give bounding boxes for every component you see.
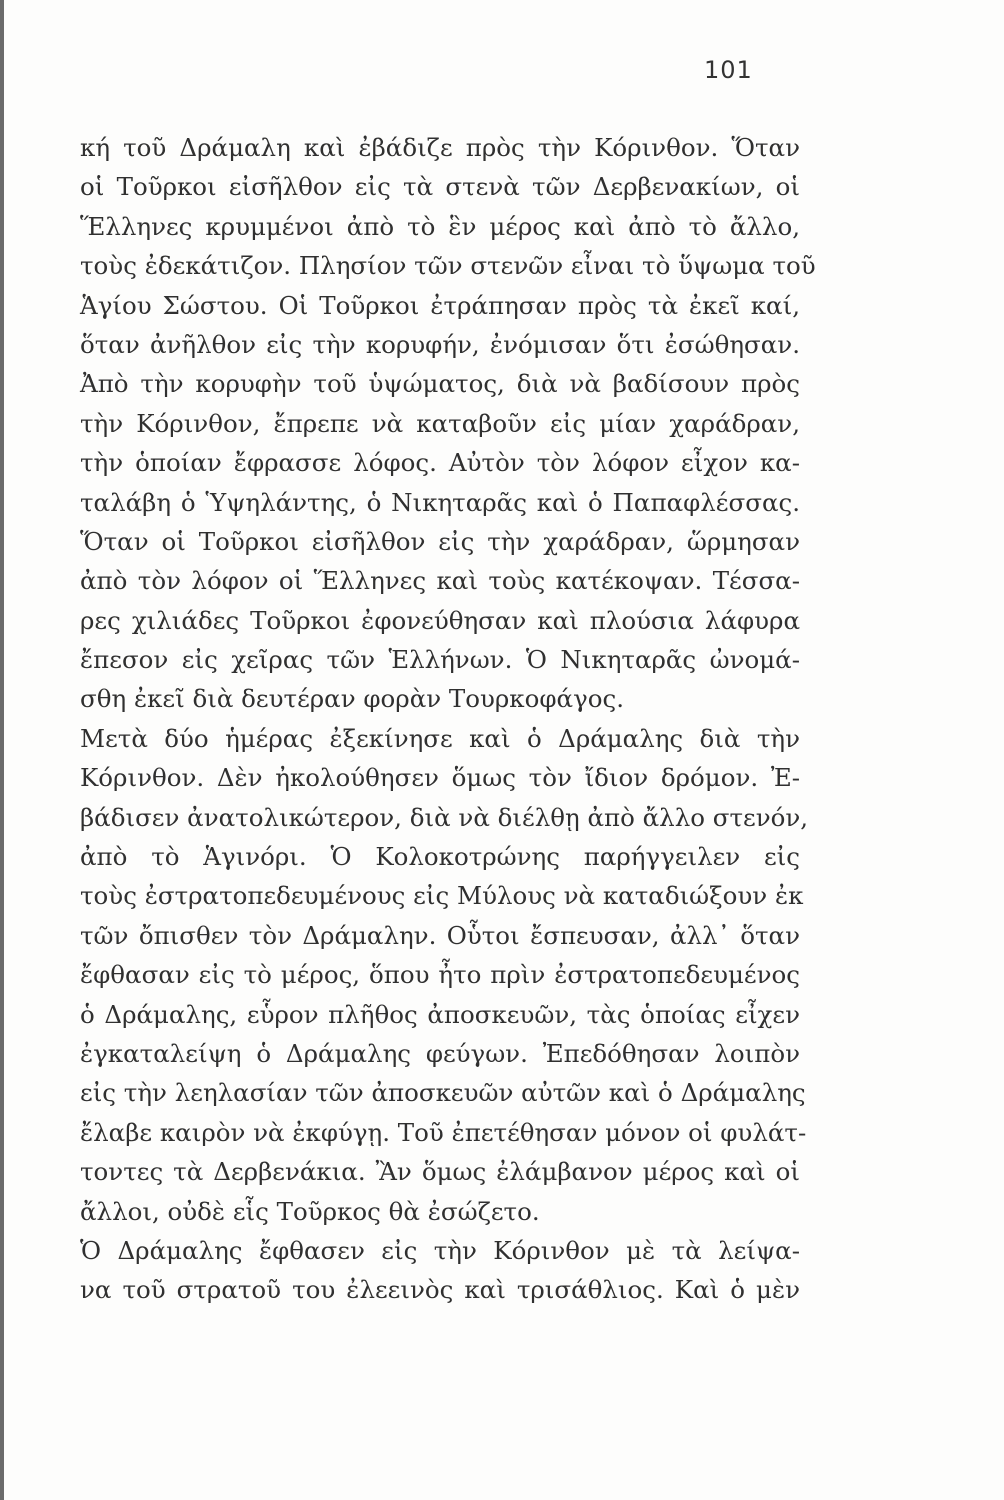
text-line: ἔπεσον εἰς χεῖρας τῶν Ἑλλήνων. Ὁ Νικηταρᾶς ὠνομά- (80, 645, 800, 675)
text-line: εἰς τὴν λεηλασίαν τῶν ἀποσκευῶν αὐτῶν καὶ ὁ Δράμαλης (80, 1078, 806, 1108)
text-line: βάδισεν ἀνατολικώτερον, διὰ νὰ διέλθῃ ἀπὸ ἄλλο στενόν, (80, 802, 809, 832)
text-line: ἔφθασαν εἰς τὸ μέρος, ὅπου ἦτο πρὶν ἐστρατοπεδευμένος (80, 960, 800, 990)
text-line: Ἁγίου Σώστου. Οἱ Τοῦρκοι ἐτράπησαν πρὸς τὰ ἐκεῖ καί, (80, 290, 800, 320)
text-line: τοὺς ἐδεκάτιζον. Πλησίον τῶν στενῶν εἶναι τὸ ὕψωμα τοῦ (80, 251, 816, 281)
text-line: οἱ Τοῦρκοι εἰσῆλθον εἰς τὰ στενὰ τῶν Δερβενακίων, οἱ (80, 172, 800, 202)
text-line: ρες χιλιάδες Τοῦρκοι ἐφονεύθησαν καὶ πλούσια λάφυρα (80, 605, 800, 635)
text-line: ἄλλοι, οὐδὲ εἷς Τοῦρκος θὰ ἐσώζετο. (80, 1196, 540, 1226)
text-line: ἀπὸ τὸ Ἁγινόρι. Ὁ Κολοκοτρώνης παρήγγειλεν εἰς (80, 842, 800, 872)
text-line: Ἕλληνες κρυμμένοι ἀπὸ τὸ ἓν μέρος καὶ ἀπὸ τὸ ἄλλο, (80, 211, 800, 241)
text-line: τὴν ὁποίαν ἔφρασσε λόφος. Αὐτὸν τὸν λόφον εἶχον κα- (80, 448, 800, 478)
text-line: ὁ Δράμαλης, εὗρον πλῆθος ἀποσκευῶν, τὰς ὁποίας εἶχεν (80, 999, 800, 1029)
text-line: τὴν Κόρινθον, ἔπρεπε νὰ καταβοῦν εἰς μίαν χαράδραν, (80, 408, 800, 438)
body-text (80, 128, 816, 1310)
text-line: Κόρινθον. Δὲν ἠκολούθησεν ὅμως τὸν ἴδιον δρόμον. Ἐ- (80, 763, 800, 793)
text-line: σθη ἐκεῖ διὰ δευτέραν φορὰν Τουρκοφάγος. (80, 684, 624, 714)
text-line: Ὅταν οἱ Τοῦρκοι εἰσῆλθον εἰς τὴν χαράδραν, ὥρμησαν (80, 526, 800, 556)
text-line: ἐγκαταλείψη ὁ Δράμαλης φεύγων. Ἐπεδόθησαν λοιπὸν (80, 1038, 800, 1068)
text-line: τοὺς ἐστρατοπεδευμένους εἰς Μύλους νὰ καταδιώξουν ἐκ (80, 881, 804, 911)
text-line: Ἀπὸ τὴν κορυφὴν τοῦ ὑψώματος, διὰ νὰ βαδίσουν πρὸς (80, 369, 800, 399)
text-line: ὅταν ἀνῆλθον εἰς τὴν κορυφήν, ἐνόμισαν ὅτι ἐσώθησαν. (80, 329, 800, 359)
page-number: 101 (704, 56, 753, 84)
text-line: να τοῦ στρατοῦ του ἐλεεινὸς καὶ τρισάθλιος. Καὶ ὁ μὲν (80, 1275, 800, 1305)
page-edge-shadow (0, 0, 4, 1500)
text-line: Ὁ Δράμαλης ἔφθασεν εἰς τὴν Κόρινθον μὲ τὰ λείψα- (80, 1235, 800, 1265)
text-line: ἔλαβε καιρὸν νὰ ἐκφύγῃ. Τοῦ ἐπετέθησαν μόνον οἱ φυλάτ- (80, 1117, 807, 1147)
text-line: ἀπὸ τὸν λόφον οἱ Ἕλληνες καὶ τοὺς κατέκοψαν. Τέσσα- (80, 566, 800, 596)
text-line: Μετὰ δύο ἡμέρας ἐξεκίνησε καὶ ὁ Δράμαλης διὰ τὴν (80, 723, 800, 753)
text-line: ταλάβη ὁ Ὑψηλάντης, ὁ Νικηταρᾶς καὶ ὁ Παπαφλέσσας. (80, 487, 800, 517)
text-line: τῶν ὄπισθεν τὸν Δράμαλην. Οὗτοι ἔσπευσαν, ἀλλ᾽ ὅταν (80, 920, 800, 950)
text-line: τοντες τὰ Δερβενάκια. Ἂν ὅμως ἐλάμβανον μέρος καὶ οἱ (80, 1157, 800, 1187)
text-line: κή τοῦ Δράμαλη καὶ ἐβάδιζε πρὸς τὴν Κόρινθον. Ὅταν (80, 133, 800, 162)
